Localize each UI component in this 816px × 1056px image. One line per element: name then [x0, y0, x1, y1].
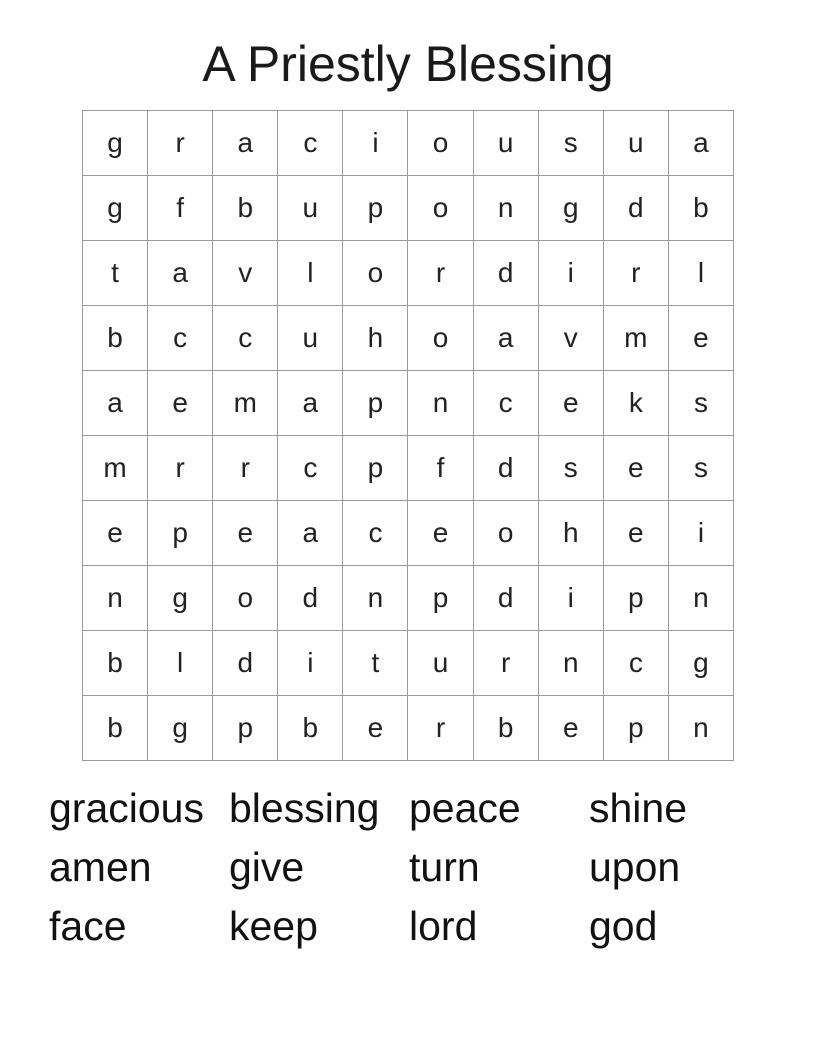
grid-cell[interactable]: r	[148, 111, 213, 176]
grid-cell[interactable]: p	[343, 436, 408, 501]
word-list-item: gracious	[49, 785, 204, 831]
grid-cell[interactable]: u	[474, 111, 539, 176]
grid-cell[interactable]: l	[669, 241, 734, 306]
grid-cell[interactable]: p	[604, 696, 669, 761]
grid-cell[interactable]: o	[213, 566, 278, 631]
grid-cell[interactable]: r	[474, 631, 539, 696]
grid-cell[interactable]: r	[408, 696, 473, 761]
grid-cell[interactable]: n	[343, 566, 408, 631]
grid-cell[interactable]: s	[539, 436, 604, 501]
grid-cell[interactable]: e	[408, 501, 473, 566]
grid-cell[interactable]: e	[539, 696, 604, 761]
grid-cell[interactable]: g	[539, 176, 604, 241]
grid-cell[interactable]: u	[278, 306, 343, 371]
grid-cell[interactable]: c	[278, 436, 343, 501]
page-title: A Priestly Blessing	[202, 36, 614, 92]
grid-cell[interactable]: c	[213, 306, 278, 371]
grid-cell[interactable]: k	[604, 371, 669, 436]
grid-cell[interactable]: a	[83, 371, 148, 436]
grid-cell[interactable]: e	[83, 501, 148, 566]
grid-cell[interactable]: b	[278, 696, 343, 761]
grid-cell[interactable]: v	[213, 241, 278, 306]
grid-cell[interactable]: r	[148, 436, 213, 501]
grid-cell[interactable]: u	[278, 176, 343, 241]
grid-cell[interactable]: c	[148, 306, 213, 371]
grid-cell[interactable]: a	[213, 111, 278, 176]
word-list-item: blessing	[229, 785, 380, 831]
word-list-item: amen	[49, 844, 152, 890]
grid-cell[interactable]: p	[213, 696, 278, 761]
word-list-item: turn	[409, 844, 480, 890]
grid-cell[interactable]: l	[148, 631, 213, 696]
grid-cell[interactable]: d	[604, 176, 669, 241]
grid-cell[interactable]: d	[474, 241, 539, 306]
grid-cell[interactable]: i	[669, 501, 734, 566]
grid-cell[interactable]: s	[669, 436, 734, 501]
grid-cell[interactable]: c	[278, 111, 343, 176]
grid-cell[interactable]: n	[539, 631, 604, 696]
grid-cell[interactable]: p	[408, 566, 473, 631]
grid-cell[interactable]: o	[474, 501, 539, 566]
grid-cell[interactable]: t	[83, 241, 148, 306]
grid-cell[interactable]: b	[474, 696, 539, 761]
grid-cell[interactable]: e	[539, 371, 604, 436]
grid-cell[interactable]: e	[604, 436, 669, 501]
grid-cell[interactable]: i	[539, 566, 604, 631]
grid-cell[interactable]: b	[83, 306, 148, 371]
grid-cell[interactable]: f	[148, 176, 213, 241]
word-search-grid	[82, 110, 734, 761]
word-list-item: face	[49, 903, 127, 949]
grid-cell[interactable]: g	[83, 111, 148, 176]
word-list-item: give	[229, 844, 305, 890]
grid-cell[interactable]: s	[539, 111, 604, 176]
grid-cell[interactable]: e	[669, 306, 734, 371]
grid-cell[interactable]: d	[213, 631, 278, 696]
grid-cell[interactable]: c	[343, 501, 408, 566]
grid-cell[interactable]: p	[148, 501, 213, 566]
grid-cell[interactable]: a	[278, 371, 343, 436]
grid-cell[interactable]: p	[343, 176, 408, 241]
grid-cell[interactable]: c	[474, 371, 539, 436]
grid-cell[interactable]: m	[604, 306, 669, 371]
grid-cell[interactable]: u	[408, 631, 473, 696]
grid-cell[interactable]: l	[278, 241, 343, 306]
word-list-item: god	[589, 903, 658, 949]
grid-cell[interactable]: d	[278, 566, 343, 631]
grid-cell[interactable]: g	[669, 631, 734, 696]
grid-cell[interactable]: h	[539, 501, 604, 566]
grid-cell[interactable]: p	[343, 371, 408, 436]
grid-cell[interactable]: a	[148, 241, 213, 306]
grid-cell[interactable]: i	[343, 111, 408, 176]
grid-cell[interactable]: d	[474, 566, 539, 631]
word-list-item: keep	[229, 903, 318, 949]
grid-cell[interactable]: i	[539, 241, 604, 306]
grid-cell[interactable]: p	[604, 566, 669, 631]
grid-cell[interactable]: m	[83, 436, 148, 501]
grid-cell[interactable]: t	[343, 631, 408, 696]
grid-cell[interactable]: m	[213, 371, 278, 436]
grid-cell[interactable]: o	[408, 306, 473, 371]
grid-cell[interactable]: n	[474, 176, 539, 241]
grid-cell[interactable]: n	[83, 566, 148, 631]
grid-cell[interactable]: b	[669, 176, 734, 241]
grid-cell[interactable]: e	[148, 371, 213, 436]
grid-cell[interactable]: h	[343, 306, 408, 371]
grid-cell[interactable]: r	[408, 241, 473, 306]
word-list-item: upon	[589, 844, 681, 890]
word-list	[49, 782, 769, 959]
grid-cell[interactable]: b	[83, 696, 148, 761]
grid-cell[interactable]: b	[83, 631, 148, 696]
grid-cell[interactable]: a	[278, 501, 343, 566]
grid-cell[interactable]: e	[343, 696, 408, 761]
grid-cell[interactable]: r	[604, 241, 669, 306]
grid-cell[interactable]: r	[213, 436, 278, 501]
grid-cell[interactable]: n	[669, 696, 734, 761]
grid-cell[interactable]: f	[408, 436, 473, 501]
word-list-item: shine	[589, 785, 688, 831]
grid-cell[interactable]: c	[604, 631, 669, 696]
grid-cell[interactable]: e	[604, 501, 669, 566]
grid-cell[interactable]: v	[539, 306, 604, 371]
grid-cell[interactable]: u	[604, 111, 669, 176]
grid-cell[interactable]: a	[669, 111, 734, 176]
word-list-item: peace	[409, 785, 521, 831]
grid-cell[interactable]: e	[213, 501, 278, 566]
word-list-item: lord	[409, 903, 478, 949]
grid-cell[interactable]: g	[83, 176, 148, 241]
grid-cell[interactable]: n	[408, 371, 473, 436]
grid-cell[interactable]: o	[343, 241, 408, 306]
grid-cell[interactable]: i	[278, 631, 343, 696]
grid-cell[interactable]: o	[408, 176, 473, 241]
grid-cell[interactable]: n	[669, 566, 734, 631]
grid-cell[interactable]: o	[408, 111, 473, 176]
grid-cell[interactable]: g	[148, 696, 213, 761]
grid-cell[interactable]: a	[474, 306, 539, 371]
grid-cell[interactable]: g	[148, 566, 213, 631]
grid-cell[interactable]: d	[474, 436, 539, 501]
grid-cell[interactable]: b	[213, 176, 278, 241]
grid-cell[interactable]: s	[669, 371, 734, 436]
